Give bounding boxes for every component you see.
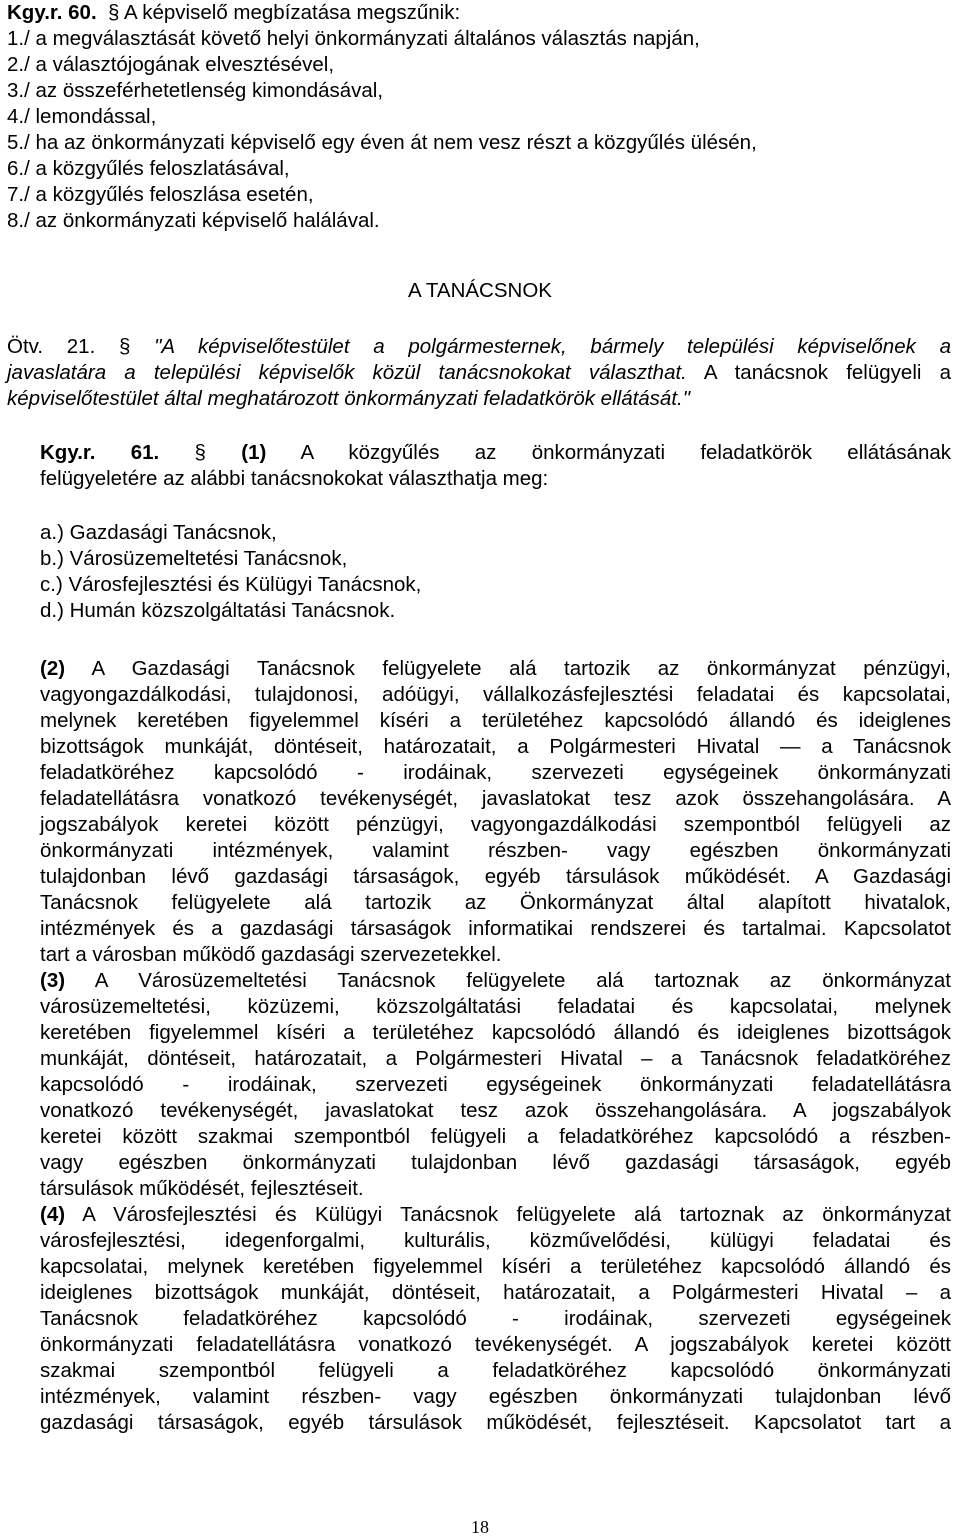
otv-ref: Ötv. 21.	[7, 335, 96, 358]
subsection-label: (2)	[40, 657, 66, 680]
paragraph-2-line: jogszabályok keretei között pénzügyi, vagyongazdálkodási szempontból felügyeli az	[40, 813, 951, 836]
paragraph-2-line	[40, 656, 951, 682]
paragraph-2-line: tart a városban működő gazdasági szervezetekkel.	[40, 943, 502, 966]
paragraph-3-line	[40, 968, 951, 994]
list-item: 1./ a megválasztását követő helyi önkormányzati általános választás napján,	[7, 27, 700, 50]
subsection-label: (4)	[40, 1203, 66, 1226]
paragraph-2-line: melynek keretében figyelemmel kíséri a területéhez kapcsolódó állandó és ideiglenes	[40, 709, 951, 732]
paragraph-4-line: intézmények, valamint részben- vagy egészben önkormányzati tulajdonban lévő	[40, 1385, 951, 1408]
paragraph-4-line: kapcsolatai, melynek keretében figyelemmel kíséri a területéhez kapcsolódó állandó és	[40, 1255, 951, 1278]
otv-normal: A tanácsnok felügyeli a	[703, 361, 951, 384]
subsection-label: (3)	[40, 969, 66, 992]
list-item: 5./ ha az önkormányzati képviselő egy éven át nem vesz részt a közgyűlés ülésén,	[7, 131, 757, 154]
paragraph-2-line: önkormányzati intézmények, valamint részben- vagy egészben önkormányzati	[40, 839, 951, 862]
paragraph-sign-icon: §	[194, 441, 206, 464]
paragraph-3-line: kapcsolódó - irodáinak, szervezeti egységeinek önkormányzati feladatellátásra	[40, 1073, 951, 1096]
paragraph-3-line: társulások működését, fejlesztéseit.	[40, 1177, 364, 1200]
paragraph-4-line: gazdasági társaságok, egyéb társulások működését, fejlesztéseit. Kapcsolatot tart a	[40, 1411, 951, 1434]
paragraph-3-line: városüzemeltetési, közüzemi, közszolgáltatási feladatai és kapcsolatai, melynek	[40, 995, 951, 1018]
paragraph-text: A Városfejlesztési és Külügyi Tanácsnok felügyelete alá tartoznak az önkormányzat	[65, 1203, 951, 1226]
paragraph-text: A Városüzemeltetési Tanácsnok felügyelete alá tartoznak az önkormányzat	[65, 969, 951, 992]
paragraph-3-line: keretei között szakmai szempontból felügyeli a feladatköréhez kapcsolódó a részben-	[40, 1125, 951, 1148]
heading-text-60: A képviselő megbízatása megszűnik:	[119, 1, 461, 24]
list-item: a.) Gazdasági Tanácsnok,	[40, 521, 277, 544]
heading-text-61: A közgyűlés az önkormányzati feladatkörök ellátásának	[300, 441, 952, 464]
section-ref-60: Kgy.r. 60.	[7, 1, 97, 24]
paragraph-2-line: Tanácsnok felügyelete alá tartozik az Önkormányzat által alapított hivatalok,	[40, 891, 951, 914]
otv-line-2	[7, 360, 951, 386]
list-item: 6./ a közgyűlés feloszlatásával,	[7, 157, 290, 180]
list-item: 2./ a választójogának elvesztésével,	[7, 53, 335, 76]
paragraph-4-line: Tanácsnok feladatköréhez kapcsolódó - irodáinak, szervezeti egységeinek	[40, 1307, 951, 1330]
paragraph-sign-icon: §	[118, 335, 131, 358]
paragraph-4-line: szakmai szempontból felügyeli a feladatköréhez kapcsolódó önkormányzati	[40, 1359, 951, 1382]
paragraph-2-line: feladatköréhez kapcsolódó - irodáinak, szervezeti egységeinek önkormányzati	[40, 761, 951, 784]
section-title: A TANÁCSNOK	[408, 279, 552, 302]
paragraph-4-line: önkormányzati feladatellátásra vonatkozó tevékenységét. A jogszabályok keretei között	[40, 1333, 951, 1356]
otv-line-3: képviselőtestület által meghatározott önkormányzati feladatkörök ellátását."	[7, 387, 691, 410]
paragraph-4-line: ideiglenes bizottságok munkáját, döntéseit, határozatait, a Polgármesteri Hivatal – a	[40, 1281, 951, 1304]
otv-quote: "A képviselőtestület a polgármesternek, bármely települési képviselőnek a	[154, 335, 951, 358]
list-item: 8./ az önkormányzati képviselő halálával.	[7, 209, 380, 232]
list-item: 7./ a közgyűlés feloszlása esetén,	[7, 183, 314, 206]
paragraph-text: A Gazdasági Tanácsnok felügyelete alá tartozik az önkormányzat pénzügyi,	[65, 657, 951, 680]
list-item: c.) Városfejlesztési és Külügyi Tanácsnok,	[40, 573, 422, 596]
list-item: 3./ az összeférhetetlenség kimondásával,	[7, 79, 384, 102]
paragraph-2-line: feladatellátásra vonatkozó tevékenységét, javaslatokat tesz azok összehangolására. A	[40, 787, 951, 810]
kgy61-line-2: felügyeletére az alábbi tanácsnokokat választhatja meg:	[40, 467, 549, 490]
list-item: 4./ lemondással,	[7, 105, 157, 128]
paragraph-4-line	[40, 1202, 951, 1228]
paragraph-2-line: intézmények és a gazdasági társaságok informatikai rendszerei és tartalmai. Kapcsolatot	[40, 917, 951, 940]
paragraph-4-line: városfejlesztési, idegenforgalmi, kulturális, közművelődési, külügyi feladatai és	[40, 1229, 951, 1252]
page-number: 18	[471, 1517, 489, 1537]
list-item: d.) Humán közszolgáltatási Tanácsnok.	[40, 599, 396, 622]
paragraph-2-line: tulajdonban lévő gazdasági társaságok, egyéb társulások működését. A Gazdasági	[40, 865, 951, 888]
paragraph-3-line: vonatkozó tevékenységét, javaslatokat tesz azok összehangolására. A jogszabályok	[40, 1099, 951, 1122]
paragraph-2-line: bizottságok munkáját, döntéseit, határozatait, a Polgármesteri Hivatal — a Tanácsnok	[40, 735, 951, 758]
paragraph-3-line: munkáját, döntéseit, határozatait, a Polgármesteri Hivatal – a Tanácsnok feladatköréhez	[40, 1047, 951, 1070]
otv-line-1	[7, 334, 951, 360]
otv-quote-cont: javaslatára a települési képviselők közül tanácsnokokat választhat.	[7, 361, 687, 384]
section-heading-60	[7, 0, 460, 26]
section-heading-61	[40, 440, 951, 466]
section-ref-61: Kgy.r. 61.	[40, 441, 160, 464]
paragraph-2-line: vagyongazdálkodási, tulajdonosi, adóügyi, vállalkozásfejlesztési feladatai és kapcsolatai,	[40, 683, 951, 706]
paragraph-3-line: vagy egészben önkormányzati tulajdonban lévő gazdasági társaságok, egyéb	[40, 1151, 951, 1174]
subsection-label: (1)	[241, 441, 267, 464]
paragraph-3-line: keretében figyelemmel kíséri a területéhez kapcsolódó állandó és ideiglenes bizottságok	[40, 1021, 951, 1044]
paragraph-sign-icon: §	[102, 1, 120, 24]
list-item: b.) Városüzemeltetési Tanácsnok,	[40, 547, 348, 570]
